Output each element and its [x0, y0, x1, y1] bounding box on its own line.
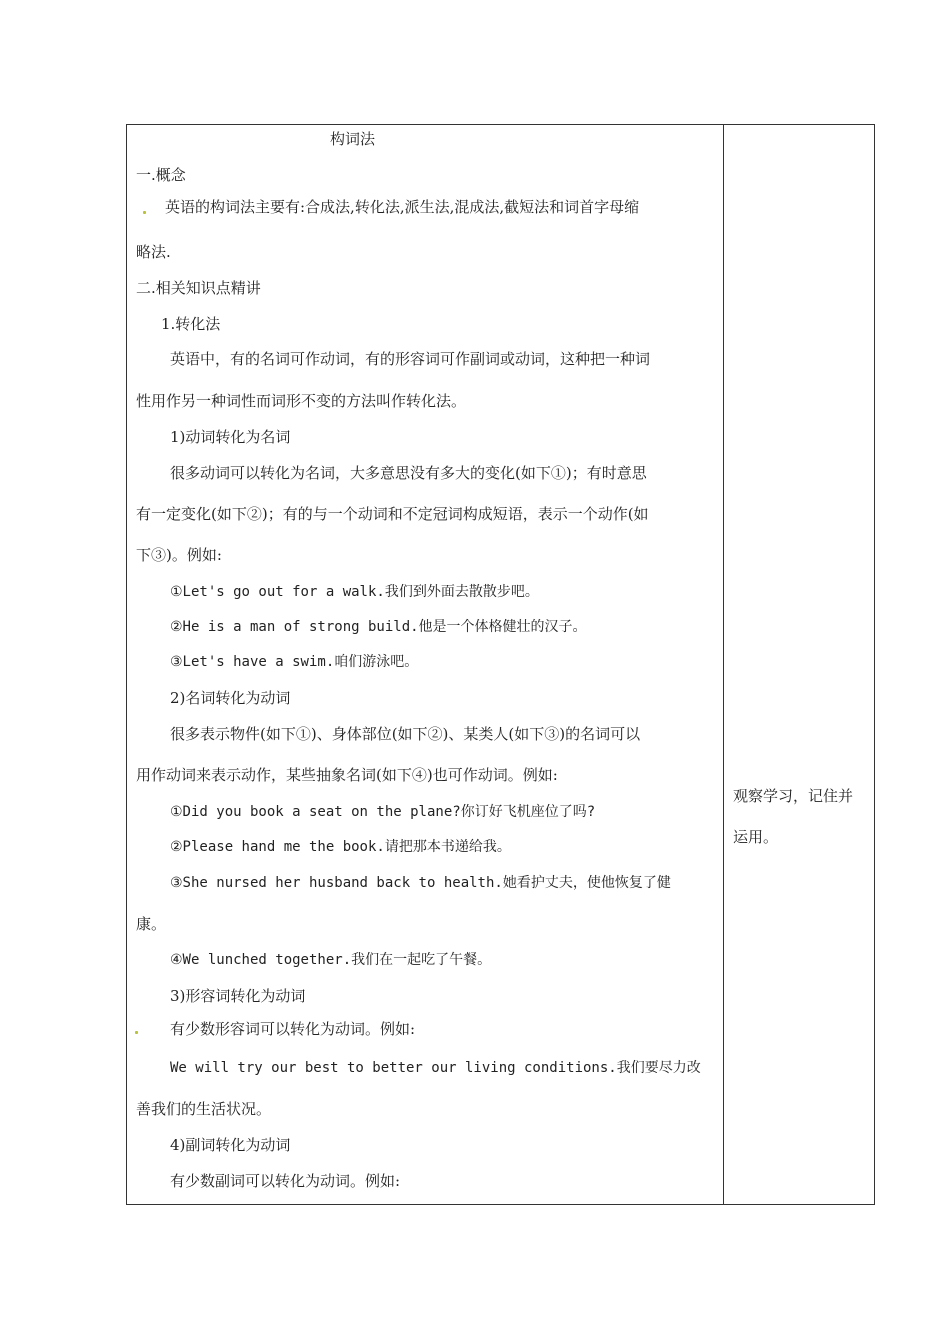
- paragraph-line: 很多表示物件(如下①)、身体部位(如下②)、某类人(如下③)的名词可以: [170, 725, 641, 743]
- example-line: ②He is a man of strong build.他是一个体格健壮的汉子。: [170, 619, 587, 635]
- notes-column: [724, 125, 874, 1204]
- subsection-heading: 1)动词转化为名词: [170, 428, 291, 446]
- section-heading-knowledge: 二.相关知识点精讲: [136, 279, 261, 297]
- side-note-line: 运用。: [733, 828, 779, 846]
- paragraph-line: 有少数副词可以转化为动词。例如:: [170, 1172, 401, 1190]
- paragraph-line: 性用作另一种词性而词形不变的方法叫作转化法。: [136, 392, 467, 410]
- section-heading-concept: 一.概念: [136, 166, 186, 184]
- subsection-heading: 1.转化法: [161, 315, 221, 333]
- paragraph-line: 用作动词来表示动作，某些抽象名词(如下④)也可作动词。例如:: [136, 766, 558, 784]
- paragraph-line: 略法.: [136, 243, 171, 261]
- lesson-table: [126, 124, 875, 1205]
- bullet-marker: [143, 211, 146, 214]
- example-line: We will try our best to better our living conditions.我们要尽力改: [170, 1060, 701, 1076]
- subsection-heading: 3)形容词转化为动词: [170, 987, 306, 1005]
- example-line: ③She nursed her husband back to health.她看护丈夫，使他恢复了健: [170, 875, 671, 891]
- bullet-marker: [135, 1031, 138, 1034]
- subsection-heading: 2)名词转化为动词: [170, 689, 291, 707]
- example-line: ②Please hand me the book.请把那本书递给我。: [170, 839, 511, 855]
- paragraph-line: 英语中，有的名词可作动词，有的形容词可作副词或动词，这种把一种词: [170, 350, 651, 368]
- subsection-heading: 4)副词转化为动词: [170, 1136, 291, 1154]
- page-title: 构词法: [330, 130, 376, 148]
- paragraph-line: 善我们的生活状况。: [136, 1100, 272, 1118]
- example-line: ③Let's have a swim.咱们游泳吧。: [170, 654, 419, 670]
- side-note-line: 观察学习，记住并: [733, 787, 854, 805]
- paragraph-line: 有一定变化(如下②)；有的与一个动词和不定冠词构成短语，表示一个动作(如: [136, 505, 649, 523]
- paragraph-line: 下③)。例如:: [136, 546, 222, 564]
- content-column: [127, 125, 723, 1204]
- paragraph-line: 有少数形容词可以转化为动词。例如:: [170, 1020, 416, 1038]
- example-line: ①Let's go out for a walk.我们到外面去散散步吧。: [170, 584, 539, 600]
- example-line: ①Did you book a seat on the plane?你订好飞机座位了吗?: [170, 804, 596, 820]
- paragraph-line: 康。: [136, 915, 167, 933]
- example-line: ④We lunched together.我们在一起吃了午餐。: [170, 952, 492, 968]
- paragraph-line: 英语的构词法主要有:合成法,转化法,派生法,混成法,截短法和词首字母缩: [165, 198, 640, 216]
- paragraph-line: 很多动词可以转化为名词，大多意思没有多大的变化(如下①)；有时意思: [170, 464, 647, 482]
